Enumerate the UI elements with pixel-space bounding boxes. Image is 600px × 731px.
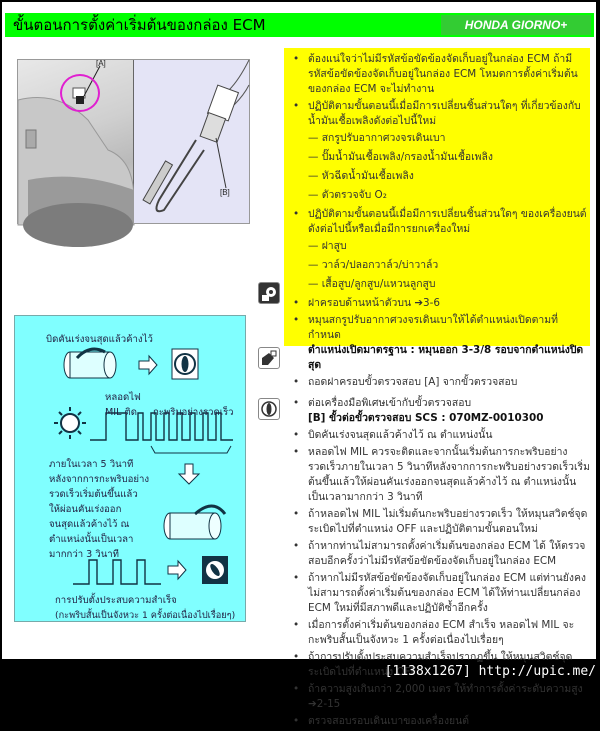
idle-screw-spec: ตำแหน่งเปิดมาตรฐาน : หมุนออก 3-3/8 รอบจากตำแหน่งปิดสุด [308, 344, 584, 371]
disassembly-gear-icon [258, 282, 280, 304]
step-ensure-no-dtc: • ต้องแน่ใจว่าไม่มีรหัสข้อขัดข้องจัดเก็บอยู่ในกล่อง ECM ถ้ามีรหัสข้อขัดข้องจัดเก็บอยู่ในกล่อง ECM โหมดการตั้งค่าเริ่มต้นของกล่อง ECM จะไม่ทำงาน [290, 52, 590, 97]
connect-tool-text: • ต่อเครื่องมือพิเศษเข้ากับขั้วตรวจสอบ [308, 397, 472, 409]
fuel-part-pump: — ปั๊มน้ำมันเชื้อเพลิง/กรองน้ำมันเชื้อเพลิง [308, 151, 493, 163]
success-caption-detail: (กะพริบสั้นเป็นจังหวะ 1 ครั้งต่อเนื่องไปเรื่อยๆ) [55, 610, 236, 621]
fuel-part-o2-sensor: — ตัวตรวจจับ O₂ [308, 189, 387, 201]
instruction-line-6: ตำแหน่งนั้นเป็นเวลา [49, 534, 134, 545]
brand-badge: HONDA GIORNO+ [441, 15, 591, 35]
connect-tool-spec: [B] ขั้วต่อขั้วตรวจสอบ SCS : 070MZ-0010300 [308, 412, 544, 424]
step-recheck-dtc: • ถ้าหากท่านไม่สามารถตั้งค่าเริ่มต้นของกล่อง ECM ได้ ให้ตรวจสอบอีกครั้งว่าไม่มีรหัสข้อขัดข้องจัดเก็บอยู่ในกล่อง ECM [290, 539, 590, 569]
step-altitude: • ถ้าความสูงเกินกว่า 2,000 เมตร ให้ทำการตั้งค่าระดับความสูง ➔2-15 [290, 682, 590, 712]
mil-blink-diagram [14, 315, 246, 622]
twist-throttle-caption: บิดคันเร่งจนสุดแล้วค้างไว้ [46, 334, 153, 345]
page-header [5, 13, 594, 37]
step-twist-throttle: • บิดคันเร่งจนสุดแล้วค้างไว้ ณ ตำแหน่งนั้น [290, 428, 590, 443]
step-success-blink: • เมื่อการตั้งค่าเริ่มต้นของกล่อง ECM สำเร็จ หลอดไฟ MIL จะกะพริบสั้นเป็นจังหวะ 1 ครั้งต่อเนื่องไปเรื่อยๆ [290, 618, 590, 648]
instruction-line-1: ภายในเวลา 5 วินาที [49, 459, 134, 470]
instruction-line-4: ให้ผ่อนคันเร่งออก [49, 504, 122, 515]
fuel-part-injector: — หัวฉีดน้ำมันเชื้อเพลิง [308, 170, 414, 182]
mil-label-line2: MIL ติด [105, 407, 137, 418]
step-engine-parts: • ปฏิบัติตามขั้นตอนนี้เมื่อมีการเปลี่ยนชิ้นส่วนใดๆ ของเครื่องยนต์ดังต่อไปนี้หรือเมื่อมีการยกเครื่องใหม่ [290, 207, 590, 237]
idle-screw-text: • หมุนสกรูปรับอากาศวงจรเดินเบาให้ได้ตำแหน่งเปิดตามที่กำหนด [308, 314, 558, 341]
ignition-switch-icon [258, 398, 280, 420]
scooter-photo [18, 60, 134, 223]
connector-drawing [134, 60, 250, 225]
procedure-steps [290, 52, 590, 731]
callout-b: [B] [220, 188, 230, 197]
step-ignition-off: • ถ้าการปรับตั้งประสบความสำเร็จปรากฏขึ้น ให้หมุนสวิตช์จุดระเบิดไปที่ตำแหน่ง OFF [290, 650, 590, 680]
fast-blink-label: กะพริบอย่างรวดเร็ว [153, 407, 234, 418]
engine-part-cylinder: — เสื้อสูบ/ลูกสูบ/แหวนลูกสูบ [308, 278, 436, 290]
step-connect-tool [290, 396, 590, 426]
engine-part-valve: — วาล์ว/ปลอกวาล์ว/บ่าวาล์ว [308, 259, 439, 271]
highlight-circle [60, 74, 100, 112]
success-caption: การปรับตั้งประสบความสำเร็จ [55, 595, 177, 606]
callout-a: [A] [96, 59, 106, 68]
scs-connector-illustration [134, 60, 249, 223]
step-mil-no-blink: • ถ้าหลอดไฟ MIL ไม่เริ่มต้นกะพริบอย่างรวดเร็ว ให้หมุนสวิตช์จุดระเบิดไปที่ตำแหน่ง OFF และปฏิบัติตามขั้นตอนใหม่ [290, 507, 590, 537]
mil-label-line1: หลอดไฟ [105, 392, 141, 403]
instruction-line-2: หลังจากการกะพริบอย่าง [49, 474, 150, 485]
step-remove-cap: • ถอดฝาครอบขั้วตรวจสอบ [A] จากขั้วตรวจสอบ [290, 375, 590, 390]
instruction-line-5: จนสุดแล้วค้างไว้ ณ [49, 519, 130, 530]
engine-part-head: — ฝาสูบ [308, 240, 347, 252]
fuel-part-idle-screw: — สกรูปรับอากาศวงจรเดินเบา [308, 132, 446, 144]
illustration-panel [17, 59, 250, 224]
step-idle-screw [290, 313, 590, 373]
special-tool-icon [258, 347, 280, 369]
image-watermark: [1138x1267] http://upic.me/ [384, 664, 596, 679]
instruction-line-7: มากกว่า 3 วินาที [49, 549, 119, 560]
step-front-cover: • ฝาครอบด้านหน้าตัวบน ➔3-6 [290, 296, 590, 311]
step-fuel-parts: • ปฏิบัติตามขั้นตอนนี้เมื่อมีการเปลี่ยนชิ้นส่วนใดๆ ที่เกี่ยวข้องกับน้ำมันเชื้อเพลิงดังต่อไปนี้ใหม่ [290, 99, 590, 129]
instruction-line-3: รวดเร็วเริ่มต้นขึ้นแล้ว [49, 489, 138, 500]
step-mil-blink: • หลอดไฟ MIL ควรจะติดและจากนั้นเริ่มต้นการกะพริบอย่างรวดเร็วภายในเวลา 5 วินาทีหลังจากการกะพริบอย่างรวดเร็วเริ่มต้นขึ้นแล้วให้ผ่อนคันเร่งออกจนสุดแล้วค้างไว้ ณ ตำแหน่งนั้นเป็นเวลามากกว่า 3 วินาที [290, 445, 590, 505]
page-title: ขั้นตอนการตั้งค่าเริ่มต้นของกล่อง ECM [13, 16, 266, 34]
step-replace-ecm: • ถ้าหากไม่มีรหัสข้อขัดข้องจัดเก็บอยู่ในกล่อง ECM แต่ท่านยังคงไม่สามารถตั้งค่าเริ่มต้นของกล่อง ECM ได้ให้ท่านเปลี่ยนกล่อง ECM ใหม่ที่มีสภาพดีและปฏิบัติซ้ำอีกครั้ง [290, 571, 590, 616]
step-check-idle: • ตรวจสอบรอบเดินเบาของเครื่องยนต์ [290, 714, 590, 729]
